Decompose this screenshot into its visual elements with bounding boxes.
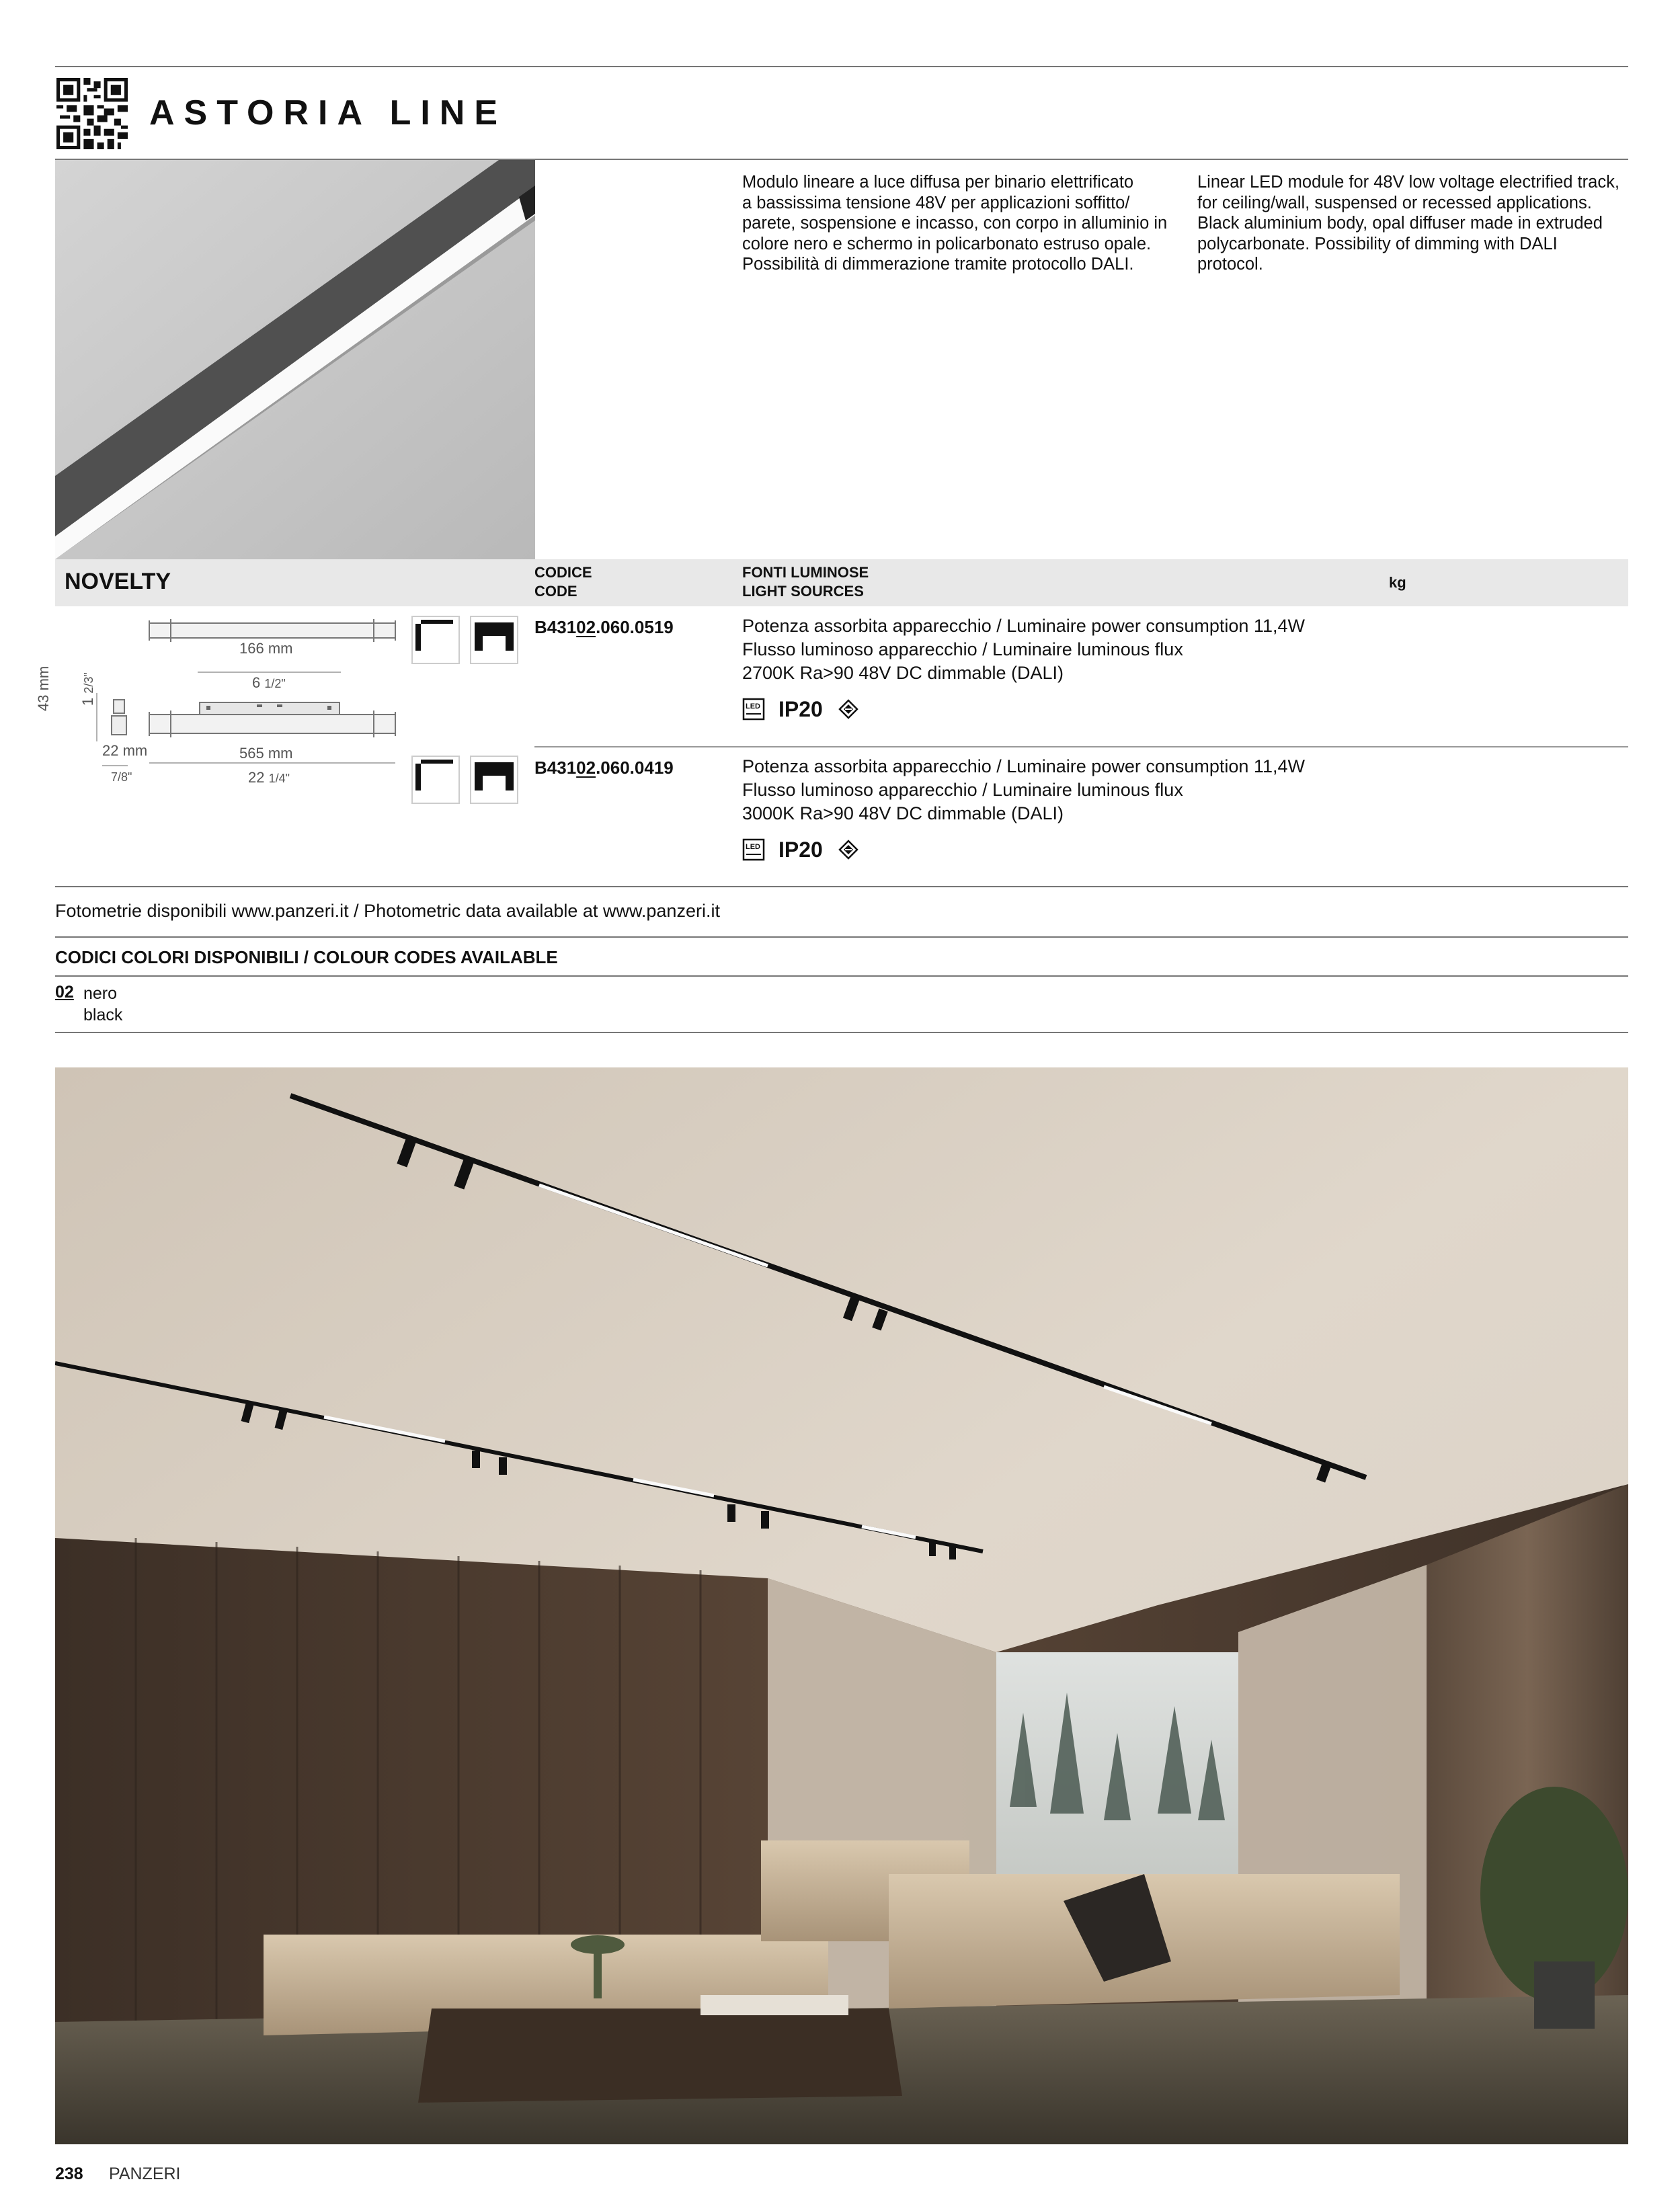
- code-label: CODE: [534, 583, 577, 600]
- product-code: [534, 617, 674, 638]
- note-rule: [55, 936, 1628, 938]
- dim-inch-whole: 6: [252, 674, 261, 691]
- dim-height: 43 mm: [35, 665, 52, 711]
- led-icon-label: LED: [746, 702, 760, 711]
- table-bottom-rule: [55, 886, 1628, 887]
- dim-width-short-inch: [252, 674, 286, 692]
- brand-name: PANZERI: [109, 2164, 181, 2183]
- qr-code-icon: [56, 78, 128, 149]
- sources-label: LIGHT SOURCES: [742, 583, 864, 600]
- code-prefix: B431: [534, 758, 577, 778]
- spec-line: 3000K Ra>90 48V DC dimmable (DALI): [742, 803, 1064, 823]
- product-specs: [742, 614, 1305, 685]
- code-suffix: .060.0519: [596, 617, 674, 637]
- ip-rating: IP20: [778, 697, 823, 721]
- dim-width-short: 166 mm: [239, 640, 293, 657]
- code-color: 02: [576, 617, 596, 637]
- top-rule: [55, 66, 1628, 67]
- desc-it-line: Modulo lineare a luce diffusa per binario elettrificato: [742, 173, 1134, 192]
- led-icon-label: LED: [746, 843, 760, 851]
- desc-en-line: Linear LED module for 48V low voltage electrified track,: [1197, 173, 1619, 192]
- desc-it-line: Possibilità di dimmerazione tramite protocollo DALI.: [742, 255, 1134, 274]
- desc-it-line: a bassissima tensione 48V per applicazioni soffitto/: [742, 193, 1130, 212]
- desc-en-line: Black aluminium body, opal diffuser made in extruded: [1197, 214, 1603, 233]
- mounting-icons: [411, 756, 519, 804]
- colour-name-en: black: [83, 1006, 123, 1024]
- dim-inch-frac: 2/3": [82, 672, 95, 694]
- colour-heading-rule: [55, 975, 1628, 977]
- colour-code: 02: [55, 983, 74, 1002]
- colour-bottom-rule: [55, 1032, 1628, 1033]
- description-italian: [742, 172, 1172, 275]
- desc-it-line: parete, sospensione e incasso, con corpo in alluminio in: [742, 214, 1168, 233]
- desc-it-line: colore nero e schermo in policarbonato estruso opale.: [742, 234, 1152, 253]
- code-prefix: B431: [534, 617, 577, 637]
- code-header: [534, 563, 592, 601]
- product-code: [534, 758, 674, 778]
- dim-inch-whole: 22: [248, 769, 265, 786]
- desc-en-line: for ceiling/wall, suspensed or recessed applications.: [1197, 193, 1592, 212]
- spec-line: Flusso luminoso apparecchio / Luminaire luminous flux: [742, 639, 1183, 659]
- fonti-label: FONTI LUMINOSE: [742, 564, 869, 581]
- colour-name: [83, 983, 122, 1026]
- dim-inch-frac: 1/4": [268, 772, 290, 785]
- dim-width-long: 565 mm: [239, 745, 293, 762]
- spec-line: Potenza assorbita apparecchio / Luminaire power consumption 11,4W: [742, 756, 1305, 776]
- dim-width-long-inch: [248, 769, 290, 786]
- product-specs: [742, 755, 1305, 825]
- sources-header: [742, 563, 869, 601]
- row-divider: [534, 746, 1628, 747]
- spec-line: Flusso luminoso apparecchio / Luminaire luminous flux: [742, 780, 1183, 800]
- product-photo: [55, 160, 535, 559]
- dim-depth-inch: 7/8": [111, 770, 132, 784]
- dim-inch-frac: 1/2": [264, 677, 286, 690]
- page-number: 238: [55, 2164, 83, 2183]
- code-suffix: .060.0419: [596, 758, 674, 778]
- desc-en-line: polycarbonate. Possibility of dimming with DALI: [1197, 234, 1558, 253]
- colour-name-it: nero: [83, 984, 118, 1003]
- novelty-label: NOVELTY: [65, 569, 171, 594]
- driver-icon: [838, 840, 858, 860]
- dim-depth: 22 mm: [102, 742, 148, 759]
- page-title: ASTORIA LINE: [149, 93, 508, 132]
- code-color: 02: [576, 758, 596, 778]
- colour-codes-heading: CODICI COLORI DISPONIBILI / COLOUR CODES AVAILABLE: [55, 947, 558, 967]
- photometric-note: Fotometrie disponibili www.panzeri.it / Photometric data available at www.panzeri.it: [55, 901, 720, 921]
- desc-en-line: protocol.: [1197, 255, 1263, 274]
- dim-inch-whole: 1: [79, 697, 96, 706]
- ip-rating: IP20: [778, 838, 823, 862]
- codice-label: CODICE: [534, 564, 592, 581]
- dim-height-inch: [79, 672, 97, 706]
- spec-line: 2700K Ra>90 48V DC dimmable (DALI): [742, 663, 1064, 683]
- description-english: [1197, 172, 1628, 275]
- mounting-icons: [411, 616, 519, 664]
- driver-icon: [838, 699, 858, 719]
- room-photo: [55, 1067, 1628, 2144]
- spec-line: Potenza assorbita apparecchio / Luminaire power consumption 11,4W: [742, 616, 1305, 636]
- kg-header: kg: [1389, 574, 1406, 591]
